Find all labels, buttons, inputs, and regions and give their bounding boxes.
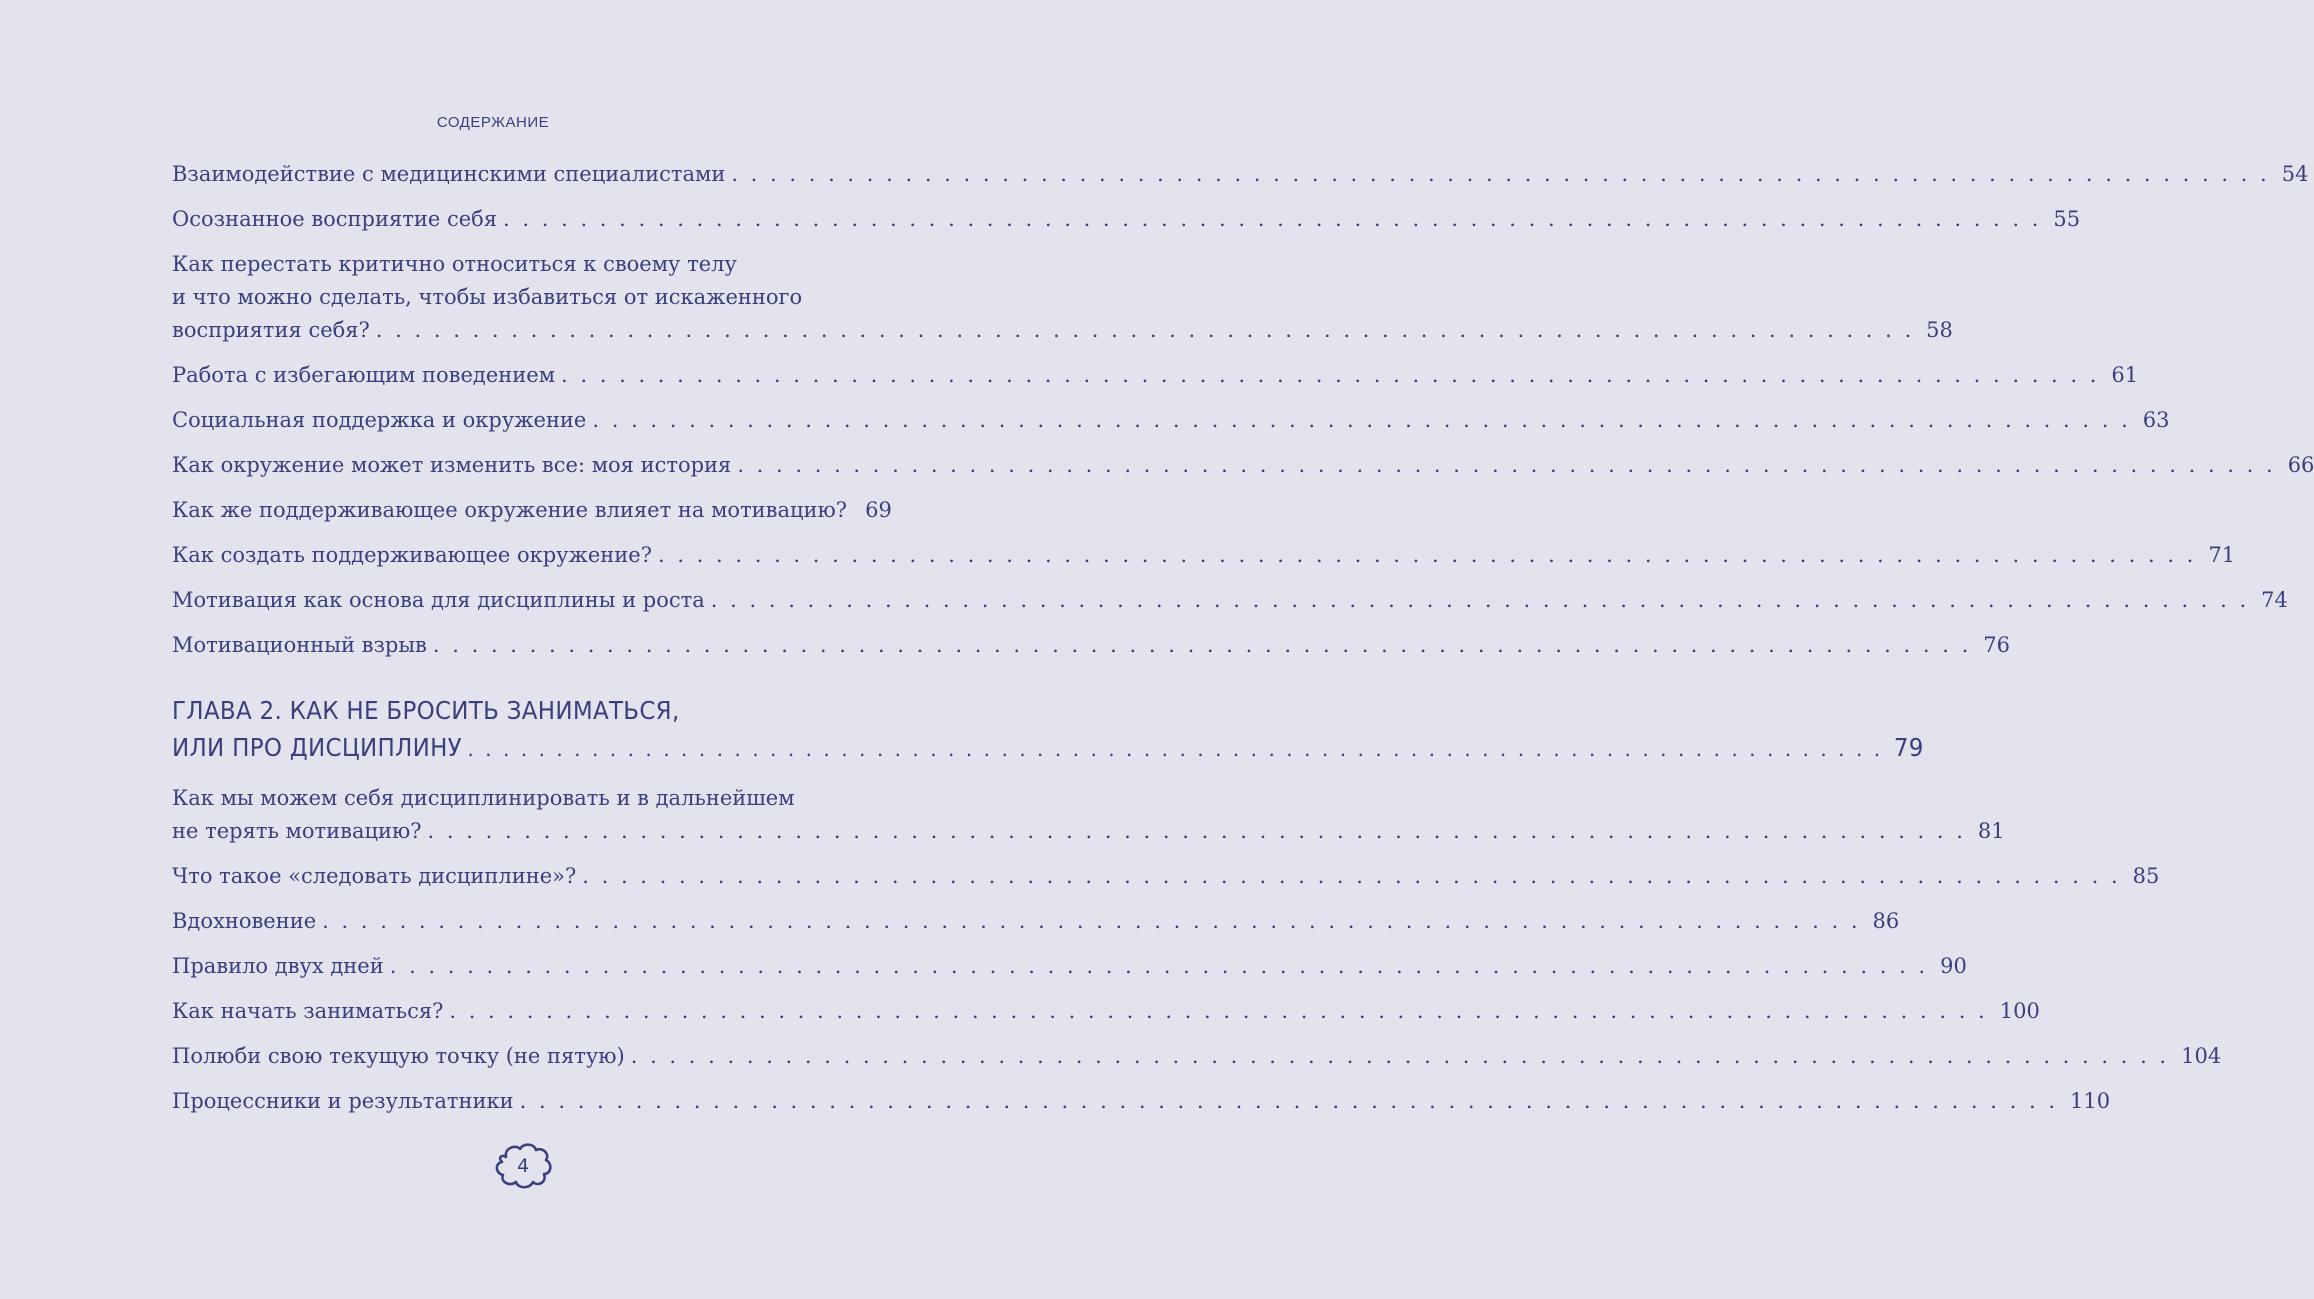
- leader-dots: . . . . . . . . . . . . . . . . . . . . . . . . . . . . . . . . . . . . . . . . . . . . . . . . . . . . . . . . . . . . . . . . . . . . . . . . . . . . . . . .: [467, 737, 1883, 761]
- toc-page-number: 81: [1977, 819, 2005, 843]
- toc-entry[interactable]: [172, 248, 1953, 347]
- leader-dots: . . . . . . . . . . . . . . . . . . . . . . . . . . . . . . . . . . . . . . . . . . . . . . . . . . . . . . . . . . . . . . . . . . . . . . . . . . . . . . . .: [731, 162, 2270, 186]
- toc-entry[interactable]: [172, 950, 1967, 983]
- leader-dots: . . . . . . . . . . . . . . . . . . . . . . . . . . . . . . . . . . . . . . . . . . . . . . . . . . . . . . . . . . . . . . . . . . . . . . . . . . . . . . . .: [427, 819, 1966, 843]
- toc-entry[interactable]: [172, 905, 1900, 938]
- running-header: СОДЕРЖАНИЕ: [436, 114, 550, 131]
- toc-page-number: 66: [2287, 453, 2314, 477]
- leader-dots: . . . . . . . . . . . . . . . . . . . . . . . . . . . . . . . . . . . . . . . . . . . . . . . . . . . . . . . . . . . . . . . . . . . . . . . . . . . . . . . .: [389, 954, 1929, 978]
- toc-entry[interactable]: [172, 158, 2309, 191]
- toc-page-number: 90: [1940, 954, 1967, 978]
- toc-entry[interactable]: [172, 584, 2288, 617]
- toc-page-number: 74: [2261, 588, 2288, 612]
- toc-entry[interactable]: [172, 203, 2081, 236]
- leader-dots: . . . . . . . . . . . . . . . . . . . . . . . . . . . . . . . . . . . . . . . . . . . . . . . . . . . . . . . . . . . . . . . . . . . . . . . . . . . . . . . .: [582, 864, 2121, 888]
- toc-page-number: 54: [2281, 162, 2309, 186]
- chapter-page-number: 79: [1893, 733, 1924, 762]
- toc-entry-title: Что такое «следовать дисциплине»?: [172, 864, 577, 888]
- toc-page-number: 55: [2053, 207, 2081, 231]
- leader-dots: . . . . . . . . . . . . . . . . . . . . . . . . . . . . . . . . . . . . . . . . . . . . . . . . . . . . . . . . . . . . . . . . . . . . . . . . . . . . . . . .: [561, 363, 2100, 387]
- toc-entry-title: Осознанное восприятие себя: [172, 207, 498, 231]
- toc-entry[interactable]: [172, 1040, 2222, 1073]
- toc-entry-title: Как начать заниматься?: [172, 999, 444, 1023]
- toc-entry-title-line: Как мы можем себя дисциплинировать и в дальнейшем: [172, 786, 795, 810]
- toc-entry-title: Вдохновение: [172, 909, 317, 933]
- leader-dots: . . . . . . . . . . . . . . . . . . . . . . . . . . . . . . . . . . . . . . . . . . . . . . . . . . . . . . . . . . . . . . . . . . . . . . . . . . . . . . . .: [375, 318, 1915, 342]
- toc-entry-title: восприятия себя?: [172, 318, 370, 342]
- toc-page-number: 63: [2142, 408, 2170, 432]
- toc-page-number: 71: [2208, 543, 2236, 567]
- toc-entry-title: Мотивационный взрыв: [172, 633, 427, 657]
- toc-page-number: 58: [1926, 318, 1953, 342]
- toc-page-number: 69: [865, 498, 892, 522]
- chapter-title-line: ГЛАВА 2. КАК НЕ БРОСИТЬ ЗАНИМАТЬСЯ,: [172, 696, 680, 725]
- leader-dots: . . . . . . . . . . . . . . . . . . . . . . . . . . . . . . . . . . . . . . . . . . . . . . . . . . . . . . . . . . . . . . . . . . . . . . . . . . . . . . . .: [710, 588, 2250, 612]
- leader-dots: . . . . . . . . . . . . . . . . . . . . . . . . . . . . . . . . . . . . . . . . . . . . . . . . . . . . . . . . . . . . . . . . . . . . . . . . . . . . . . . .: [737, 453, 2276, 477]
- toc-entry[interactable]: [172, 782, 2005, 848]
- leader-dots: . . . . . . . . . . . . . . . . . . . . . . . . . . . . . . . . . . . . . . . . . . . . . . . . . . . . . . . . . . . . . . . . . . . . . . . . . . . . . . . .: [657, 543, 2197, 567]
- toc-entry-title: Взаимодействие с медицинскими специалистами: [172, 162, 726, 186]
- leader-dots: . . . . . . . . . . . . . . . . . . . . . . . . . . . . . . . . . . . . . . . . . . . . . . . . . . . . . . . . . . . . . . . . . . . . . . . . . . . . . . . .: [519, 1089, 2059, 1113]
- toc-page-number: 85: [2132, 864, 2160, 888]
- toc-entry-title: Мотивация как основа для дисциплины и роста: [172, 588, 705, 612]
- toc-entry-title: Полюби свою текущую точку (не пятую): [172, 1044, 625, 1068]
- leader-dots: . . . . . . . . . . . . . . . . . . . . . . . . . . . . . . . . . . . . . . . . . . . . . . . . . . . . . . . . . . . . . . . . . . . . . . . . . . . . . . . .: [630, 1044, 2170, 1068]
- leader-dots: . . . . . . . . . . . . . . . . . . . . . . . . . . . . . . . . . . . . . . . . . . . . . . . . . . . . . . . . . . . . . . . . . . . . . . . . . . . . . . . .: [503, 207, 2042, 231]
- leader-dots: . . . . . . . . . . . . . . . . . . . . . . . . . . . . . . . . . . . . . . . . . . . . . . . . . . . . . . . . . . . . . . . . . . . . . . . . . . . . . . . .: [432, 633, 1972, 657]
- toc-entry[interactable]: [172, 494, 892, 527]
- page-number: 4: [516, 1155, 530, 1177]
- toc-entry-title: Работа с избегающим поведением: [172, 363, 556, 387]
- toc-entry-title-line: и что можно сделать, чтобы избавиться от искаженного: [172, 285, 803, 309]
- toc-entry[interactable]: [172, 539, 2236, 572]
- toc-entry-title-line: Как перестать критично относиться к своему телу: [172, 252, 737, 276]
- toc-entry-title: не терять мотивацию?: [172, 819, 422, 843]
- toc-entry-title: Как создать поддерживающее окружение?: [172, 543, 652, 567]
- toc-page-number: 104: [2181, 1044, 2222, 1068]
- toc-entry-title: Правило двух дней: [172, 954, 384, 978]
- toc-entry-title: Социальная поддержка и окружение: [172, 408, 587, 432]
- chapter-title: ИЛИ ПРО ДИСЦИПЛИНУ: [172, 733, 462, 762]
- toc-page-number: 100: [1999, 999, 2040, 1023]
- toc-page-number: 110: [2070, 1089, 2111, 1113]
- toc-entry-title: Процессники и результатники: [172, 1089, 514, 1113]
- toc-page-number: 86: [1872, 909, 1900, 933]
- table-of-contents: [172, 158, 2314, 1130]
- toc-entry[interactable]: [172, 860, 2160, 893]
- toc-chapter-heading[interactable]: [172, 692, 1924, 768]
- toc-entry[interactable]: [172, 359, 2139, 392]
- toc-entry[interactable]: [172, 449, 2314, 482]
- leader-dots: . . . . . . . . . . . . . . . . . . . . . . . . . . . . . . . . . . . . . . . . . . . . . . . . . . . . . . . . . . . . . . . . . . . . . . . . . . . . . . . .: [322, 909, 1861, 933]
- toc-entry-title: Как окружение может изменить все: моя история: [172, 453, 732, 477]
- toc-entry[interactable]: [172, 995, 2040, 1028]
- toc-entry[interactable]: [172, 629, 2010, 662]
- leader-dots: . . . . . . . . . . . . . . . . . . . . . . . . . . . . . . . . . . . . . . . . . . . . . . . . . . . . . . . . . . . . . . . . . . . . . . . . . . . . . . . .: [449, 999, 1988, 1023]
- toc-entry[interactable]: [172, 404, 2170, 437]
- toc-page-number: 61: [2111, 363, 2139, 387]
- toc-page-number: 76: [1983, 633, 2010, 657]
- toc-entry[interactable]: [172, 1085, 2111, 1118]
- page-number-badge: [492, 1140, 554, 1192]
- leader-dots: . . . . . . . . . . . . . . . . . . . . . . . . . . . . . . . . . . . . . . . . . . . . . . . . . . . . . . . . . . . . . . . . . . . . . . . . . . . . . . . .: [592, 408, 2131, 432]
- toc-entry-title: Как же поддерживающее окружение влияет на мотивацию?: [172, 498, 848, 522]
